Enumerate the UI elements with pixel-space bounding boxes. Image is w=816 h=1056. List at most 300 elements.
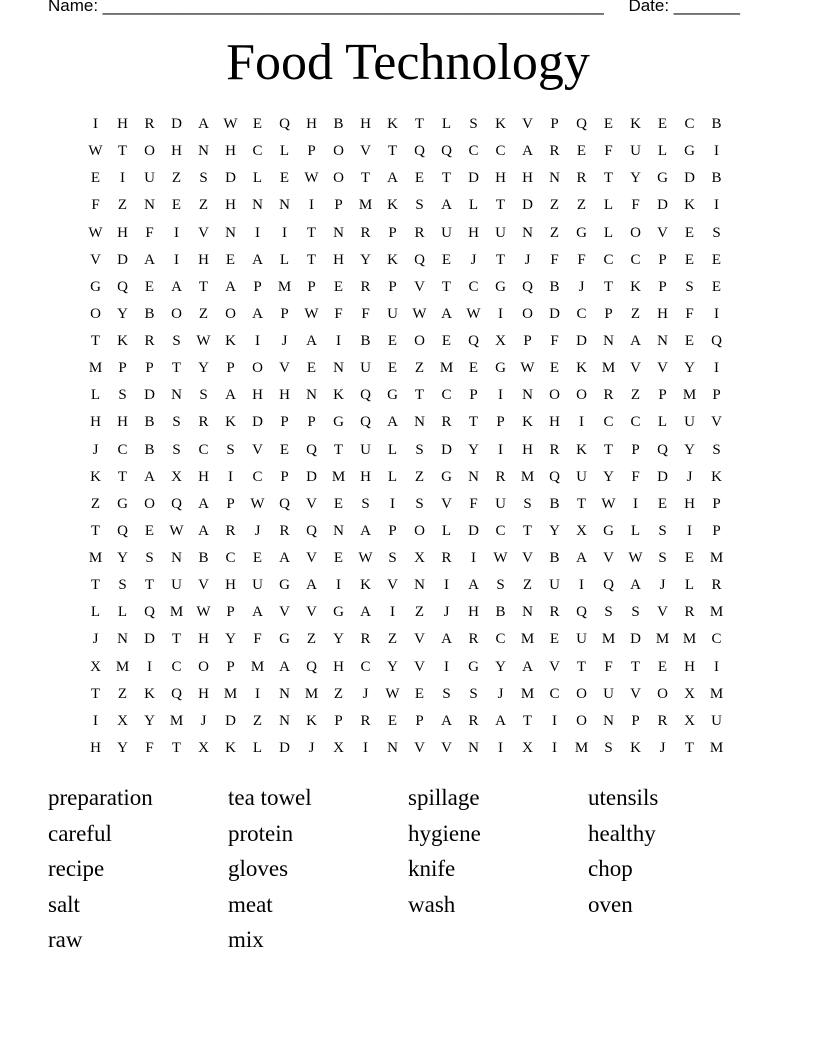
grid-letter[interactable]: U (360, 360, 371, 377)
grid-letter[interactable]: R (549, 441, 560, 458)
grid-letter[interactable]: P (469, 387, 478, 404)
grid-letter[interactable]: P (307, 414, 316, 431)
grid-letter[interactable]: V (549, 658, 560, 675)
grid-letter[interactable]: P (523, 333, 532, 350)
grid-letter[interactable]: V (360, 143, 371, 160)
grid-letter[interactable]: O (576, 387, 587, 404)
grid-letter[interactable]: N (198, 143, 209, 160)
grid-letter[interactable]: M (709, 604, 724, 621)
grid-letter[interactable]: J (497, 685, 504, 702)
grid-letter[interactable]: C (117, 441, 128, 458)
grid-letter[interactable]: T (522, 522, 533, 539)
grid-letter[interactable]: S (469, 685, 478, 702)
grid-letter[interactable]: I (444, 577, 449, 594)
grid-letter[interactable]: E (657, 658, 668, 675)
grid-letter[interactable]: K (225, 414, 236, 431)
grid-letter[interactable]: C (684, 116, 695, 133)
grid-letter[interactable]: I (444, 658, 449, 675)
grid-letter[interactable]: H (171, 143, 182, 160)
grid-letter[interactable]: I (309, 197, 314, 214)
grid-letter[interactable]: V (306, 495, 317, 512)
grid-letter[interactable]: P (658, 387, 667, 404)
grid-letter[interactable]: S (145, 550, 154, 567)
grid-letter[interactable]: U (576, 631, 587, 648)
grid-letter[interactable]: V (603, 550, 614, 567)
grid-letter[interactable]: G (333, 414, 344, 431)
grid-letter[interactable]: W (412, 305, 427, 322)
grid-letter[interactable]: B (198, 550, 209, 567)
grid-letter[interactable]: S (199, 387, 208, 404)
grid-letter[interactable]: M (250, 658, 265, 675)
grid-letter[interactable]: I (255, 685, 260, 702)
name-field[interactable]: Name: _____________________________________________________ (48, 0, 604, 15)
grid-letter[interactable]: W (250, 495, 265, 512)
grid-letter[interactable]: B (711, 116, 722, 133)
grid-letter[interactable]: A (252, 251, 263, 268)
grid-letter[interactable]: D (306, 468, 317, 485)
grid-letter[interactable]: M (115, 658, 130, 675)
grid-letter[interactable]: T (522, 712, 533, 729)
grid-letter[interactable]: O (576, 685, 587, 702)
grid-letter[interactable]: I (498, 441, 503, 458)
grid-letter[interactable]: A (630, 333, 641, 350)
grid-letter[interactable]: T (576, 658, 587, 675)
grid-letter[interactable]: G (576, 224, 587, 241)
grid-letter[interactable]: J (470, 251, 477, 268)
grid-letter[interactable]: I (363, 739, 368, 756)
grid-letter[interactable]: K (495, 116, 506, 133)
grid-letter[interactable]: S (172, 441, 181, 458)
grid-letter[interactable]: Z (90, 495, 101, 512)
grid-letter[interactable]: G (90, 278, 101, 295)
grid-letter[interactable]: O (657, 685, 668, 702)
grid-letter[interactable]: V (198, 224, 209, 241)
grid-letter[interactable]: N (522, 387, 533, 404)
grid-letter[interactable]: E (549, 631, 560, 648)
grid-letter[interactable]: K (225, 739, 236, 756)
grid-letter[interactable]: H (684, 658, 695, 675)
grid-letter[interactable]: L (441, 116, 452, 133)
grid-letter[interactable]: Q (549, 468, 560, 485)
grid-letter[interactable]: T (333, 441, 344, 458)
grid-letter[interactable]: Q (306, 522, 317, 539)
grid-letter[interactable]: A (522, 143, 533, 160)
grid-letter[interactable]: K (117, 333, 128, 350)
grid-letter[interactable]: A (360, 522, 371, 539)
grid-letter[interactable]: J (200, 712, 207, 729)
grid-letter[interactable]: W (601, 495, 616, 512)
grid-letter[interactable]: H (198, 251, 209, 268)
grid-letter[interactable]: L (90, 387, 101, 404)
grid-letter[interactable]: Y (333, 631, 344, 648)
grid-letter[interactable]: L (117, 604, 128, 621)
grid-letter[interactable]: A (198, 495, 209, 512)
grid-letter[interactable]: A (252, 604, 263, 621)
grid-letter[interactable]: M (709, 739, 724, 756)
grid-letter[interactable]: T (468, 414, 479, 431)
grid-letter[interactable]: E (144, 278, 155, 295)
grid-letter[interactable]: D (657, 197, 668, 214)
grid-letter[interactable]: C (711, 631, 722, 648)
grid-letter[interactable]: T (90, 685, 101, 702)
grid-letter[interactable]: G (279, 577, 290, 594)
grid-letter[interactable]: T (117, 468, 128, 485)
grid-letter[interactable]: Y (387, 658, 398, 675)
grid-letter[interactable]: U (387, 305, 398, 322)
grid-letter[interactable]: S (172, 333, 181, 350)
grid-letter[interactable]: R (684, 604, 695, 621)
grid-letter[interactable]: P (604, 305, 613, 322)
grid-letter[interactable]: O (630, 224, 641, 241)
grid-letter[interactable]: M (601, 360, 616, 377)
grid-letter[interactable]: N (549, 170, 560, 187)
grid-letter[interactable]: A (225, 387, 236, 404)
grid-letter[interactable]: N (657, 333, 668, 350)
grid-letter[interactable]: P (145, 360, 154, 377)
grid-letter[interactable]: C (603, 414, 614, 431)
grid-letter[interactable]: V (711, 414, 722, 431)
grid-letter[interactable]: T (171, 360, 182, 377)
grid-letter[interactable]: J (659, 739, 666, 756)
grid-letter[interactable]: P (658, 278, 667, 295)
grid-letter[interactable]: N (171, 387, 182, 404)
grid-letter[interactable]: P (712, 522, 721, 539)
grid-letter[interactable]: F (145, 739, 154, 756)
grid-letter[interactable]: N (306, 387, 317, 404)
grid-letter[interactable]: H (468, 224, 479, 241)
grid-letter[interactable]: Z (117, 685, 128, 702)
grid-letter[interactable]: A (522, 658, 533, 675)
grid-letter[interactable]: R (576, 170, 587, 187)
grid-letter[interactable]: H (252, 387, 263, 404)
grid-letter[interactable]: G (495, 360, 506, 377)
grid-letter[interactable]: W (223, 116, 238, 133)
grid-letter[interactable]: I (471, 550, 476, 567)
grid-letter[interactable]: A (468, 577, 479, 594)
grid-letter[interactable]: F (334, 305, 343, 322)
grid-letter[interactable]: J (578, 278, 585, 295)
grid-letter[interactable]: A (441, 305, 452, 322)
grid-letter[interactable]: P (550, 116, 559, 133)
grid-letter[interactable]: H (90, 414, 101, 431)
grid-letter[interactable]: S (685, 278, 694, 295)
grid-letter[interactable]: P (307, 143, 316, 160)
grid-letter[interactable]: M (601, 631, 616, 648)
grid-letter[interactable]: M (358, 197, 373, 214)
grid-letter[interactable]: N (117, 631, 128, 648)
grid-letter[interactable]: I (714, 197, 719, 214)
grid-letter[interactable]: H (117, 414, 128, 431)
grid-letter[interactable]: R (468, 631, 479, 648)
grid-letter[interactable]: D (252, 414, 263, 431)
grid-letter[interactable]: Z (630, 387, 641, 404)
grid-letter[interactable]: U (144, 170, 155, 187)
grid-letter[interactable]: K (360, 577, 371, 594)
grid-letter[interactable]: R (603, 387, 614, 404)
grid-letter[interactable]: H (198, 468, 209, 485)
grid-letter[interactable]: M (520, 631, 535, 648)
grid-letter[interactable]: U (495, 224, 506, 241)
grid-letter[interactable]: F (577, 251, 586, 268)
grid-letter[interactable]: I (498, 739, 503, 756)
grid-letter[interactable]: O (414, 522, 425, 539)
grid-letter[interactable]: L (657, 143, 668, 160)
grid-letter[interactable]: I (552, 712, 557, 729)
grid-letter[interactable]: M (520, 468, 535, 485)
grid-letter[interactable]: V (657, 604, 668, 621)
grid-letter[interactable]: V (630, 360, 641, 377)
grid-letter[interactable]: A (198, 522, 209, 539)
grid-letter[interactable]: W (169, 522, 184, 539)
grid-letter[interactable]: U (441, 224, 452, 241)
grid-letter[interactable]: N (279, 197, 290, 214)
grid-letter[interactable]: C (495, 143, 506, 160)
grid-letter[interactable]: T (306, 251, 317, 268)
grid-letter[interactable]: M (709, 550, 724, 567)
grid-letter[interactable]: S (658, 522, 667, 539)
grid-letter[interactable]: A (387, 170, 398, 187)
grid-letter[interactable]: T (144, 577, 155, 594)
grid-letter[interactable]: I (579, 414, 584, 431)
grid-letter[interactable]: I (714, 360, 719, 377)
grid-letter[interactable]: D (279, 739, 290, 756)
grid-letter[interactable]: N (468, 468, 479, 485)
grid-letter[interactable]: I (336, 333, 341, 350)
grid-letter[interactable]: A (441, 197, 452, 214)
grid-letter[interactable]: R (711, 577, 722, 594)
grid-letter[interactable]: H (468, 604, 479, 621)
grid-letter[interactable]: Y (117, 550, 128, 567)
grid-letter[interactable]: A (144, 251, 155, 268)
grid-letter[interactable]: L (603, 224, 614, 241)
grid-letter[interactable]: G (657, 170, 668, 187)
grid-letter[interactable]: W (304, 170, 319, 187)
grid-letter[interactable]: T (441, 278, 452, 295)
grid-letter[interactable]: H (306, 116, 317, 133)
grid-letter[interactable]: D (684, 170, 695, 187)
grid-letter[interactable]: C (441, 387, 452, 404)
grid-letter[interactable]: A (198, 116, 209, 133)
grid-letter[interactable]: D (117, 251, 128, 268)
grid-letter[interactable]: D (576, 333, 587, 350)
grid-letter[interactable]: Z (198, 305, 209, 322)
grid-letter[interactable]: L (630, 522, 641, 539)
grid-letter[interactable]: K (333, 387, 344, 404)
grid-letter[interactable]: J (308, 739, 315, 756)
grid-letter[interactable]: S (361, 495, 370, 512)
grid-letter[interactable]: G (441, 468, 452, 485)
grid-letter[interactable]: J (362, 685, 369, 702)
grid-letter[interactable]: V (441, 495, 452, 512)
grid-letter[interactable]: X (495, 333, 506, 350)
grid-letter[interactable]: S (388, 550, 397, 567)
grid-letter[interactable]: F (604, 143, 613, 160)
grid-letter[interactable]: C (495, 522, 506, 539)
grid-letter[interactable]: I (498, 387, 503, 404)
grid-letter[interactable]: C (549, 685, 560, 702)
grid-letter[interactable]: P (658, 251, 667, 268)
grid-letter[interactable]: W (304, 305, 319, 322)
grid-letter[interactable]: D (441, 441, 452, 458)
grid-letter[interactable]: F (253, 631, 262, 648)
grid-letter[interactable]: A (252, 305, 263, 322)
grid-letter[interactable]: J (254, 522, 261, 539)
grid-letter[interactable]: V (279, 360, 290, 377)
grid-letter[interactable]: B (144, 305, 155, 322)
grid-letter[interactable]: K (576, 360, 587, 377)
grid-letter[interactable]: L (468, 197, 479, 214)
grid-letter[interactable]: A (441, 631, 452, 648)
grid-letter[interactable]: H (657, 305, 668, 322)
grid-letter[interactable]: I (687, 522, 692, 539)
grid-letter[interactable]: O (333, 143, 344, 160)
grid-letter[interactable]: H (522, 170, 533, 187)
grid-letter[interactable]: J (524, 251, 531, 268)
grid-letter[interactable]: J (443, 604, 450, 621)
grid-letter[interactable]: C (225, 550, 236, 567)
grid-letter[interactable]: T (495, 197, 506, 214)
grid-letter[interactable]: O (90, 305, 101, 322)
grid-letter[interactable]: T (198, 278, 209, 295)
grid-letter[interactable]: Q (171, 685, 182, 702)
grid-letter[interactable]: T (603, 278, 614, 295)
grid-letter[interactable]: K (387, 197, 398, 214)
grid-letter[interactable]: S (604, 604, 613, 621)
grid-letter[interactable]: E (144, 522, 155, 539)
grid-letter[interactable]: X (684, 685, 695, 702)
grid-letter[interactable]: K (576, 441, 587, 458)
grid-letter[interactable]: H (225, 143, 236, 160)
grid-letter[interactable]: Q (576, 116, 587, 133)
grid-letter[interactable]: E (684, 224, 695, 241)
grid-letter[interactable]: E (171, 197, 182, 214)
grid-letter[interactable]: Z (630, 305, 641, 322)
grid-letter[interactable]: Q (603, 577, 614, 594)
grid-letter[interactable]: W (196, 604, 211, 621)
grid-letter[interactable]: Y (117, 305, 128, 322)
grid-letter[interactable]: G (684, 143, 695, 160)
grid-letter[interactable]: P (631, 712, 640, 729)
grid-letter[interactable]: N (522, 604, 533, 621)
grid-letter[interactable]: I (579, 577, 584, 594)
grid-letter[interactable]: A (279, 658, 290, 675)
grid-letter[interactable]: T (603, 170, 614, 187)
grid-letter[interactable]: N (279, 712, 290, 729)
grid-letter[interactable]: V (90, 251, 101, 268)
grid-letter[interactable]: E (684, 251, 695, 268)
grid-letter[interactable]: G (468, 658, 479, 675)
grid-letter[interactable]: L (603, 197, 614, 214)
grid-letter[interactable]: E (279, 441, 290, 458)
grid-letter[interactable]: W (358, 550, 373, 567)
grid-letter[interactable]: P (388, 278, 397, 295)
grid-letter[interactable]: T (360, 170, 371, 187)
grid-letter[interactable]: E (468, 360, 479, 377)
grid-letter[interactable]: I (255, 333, 260, 350)
grid-letter[interactable]: S (226, 441, 235, 458)
grid-letter[interactable]: U (630, 143, 641, 160)
grid-letter[interactable]: R (441, 414, 452, 431)
grid-letter[interactable]: E (387, 712, 398, 729)
grid-letter[interactable]: N (603, 712, 614, 729)
grid-letter[interactable]: V (630, 685, 641, 702)
grid-letter[interactable]: M (331, 468, 346, 485)
grid-letter[interactable]: U (252, 577, 263, 594)
date-field[interactable]: Date: _______ (628, 0, 740, 15)
grid-letter[interactable]: N (414, 414, 425, 431)
grid-letter[interactable]: U (495, 495, 506, 512)
grid-letter[interactable]: N (414, 577, 425, 594)
grid-letter[interactable]: O (333, 170, 344, 187)
grid-letter[interactable]: T (495, 251, 506, 268)
grid-letter[interactable]: N (225, 224, 236, 241)
grid-letter[interactable]: V (306, 604, 317, 621)
grid-letter[interactable]: G (495, 278, 506, 295)
grid-letter[interactable]: V (279, 604, 290, 621)
grid-letter[interactable]: U (171, 577, 182, 594)
grid-letter[interactable]: W (628, 550, 643, 567)
grid-letter[interactable]: O (144, 143, 155, 160)
grid-letter[interactable]: I (93, 116, 98, 133)
grid-letter[interactable]: R (495, 468, 506, 485)
grid-letter[interactable]: B (495, 604, 506, 621)
grid-letter[interactable]: Q (468, 333, 479, 350)
grid-letter[interactable]: Q (414, 251, 425, 268)
grid-letter[interactable]: I (174, 251, 179, 268)
grid-letter[interactable]: Y (684, 441, 695, 458)
grid-letter[interactable]: S (523, 495, 532, 512)
grid-letter[interactable]: F (91, 197, 100, 214)
grid-letter[interactable]: H (495, 170, 506, 187)
grid-letter[interactable]: N (144, 197, 155, 214)
grid-letter[interactable]: D (630, 631, 641, 648)
grid-letter[interactable]: H (522, 441, 533, 458)
grid-letter[interactable]: T (306, 224, 317, 241)
grid-letter[interactable]: S (496, 577, 505, 594)
grid-letter[interactable]: G (279, 631, 290, 648)
grid-letter[interactable]: A (144, 468, 155, 485)
grid-letter[interactable]: A (576, 550, 587, 567)
grid-letter[interactable]: J (659, 577, 666, 594)
grid-letter[interactable]: P (712, 387, 721, 404)
grid-letter[interactable]: K (630, 278, 641, 295)
grid-letter[interactable]: P (307, 278, 316, 295)
grid-letter[interactable]: H (225, 577, 236, 594)
grid-letter[interactable]: U (711, 712, 722, 729)
grid-letter[interactable]: T (171, 739, 182, 756)
grid-letter[interactable]: L (252, 170, 263, 187)
grid-letter[interactable]: H (90, 739, 101, 756)
grid-letter[interactable]: H (360, 116, 371, 133)
grid-letter[interactable]: K (90, 468, 101, 485)
grid-letter[interactable]: K (630, 116, 641, 133)
grid-letter[interactable]: S (442, 685, 451, 702)
grid-letter[interactable]: U (603, 685, 614, 702)
grid-letter[interactable]: N (279, 685, 290, 702)
grid-letter[interactable]: A (279, 550, 290, 567)
grid-letter[interactable]: K (144, 685, 155, 702)
grid-letter[interactable]: K (306, 712, 317, 729)
grid-letter[interactable]: M (439, 360, 454, 377)
grid-letter[interactable]: K (630, 739, 641, 756)
grid-letter[interactable]: T (171, 631, 182, 648)
grid-letter[interactable]: P (280, 414, 289, 431)
grid-letter[interactable]: Z (387, 631, 398, 648)
grid-letter[interactable]: E (441, 251, 452, 268)
grid-letter[interactable]: E (414, 685, 425, 702)
grid-letter[interactable]: B (333, 116, 344, 133)
grid-letter[interactable]: Q (306, 441, 317, 458)
